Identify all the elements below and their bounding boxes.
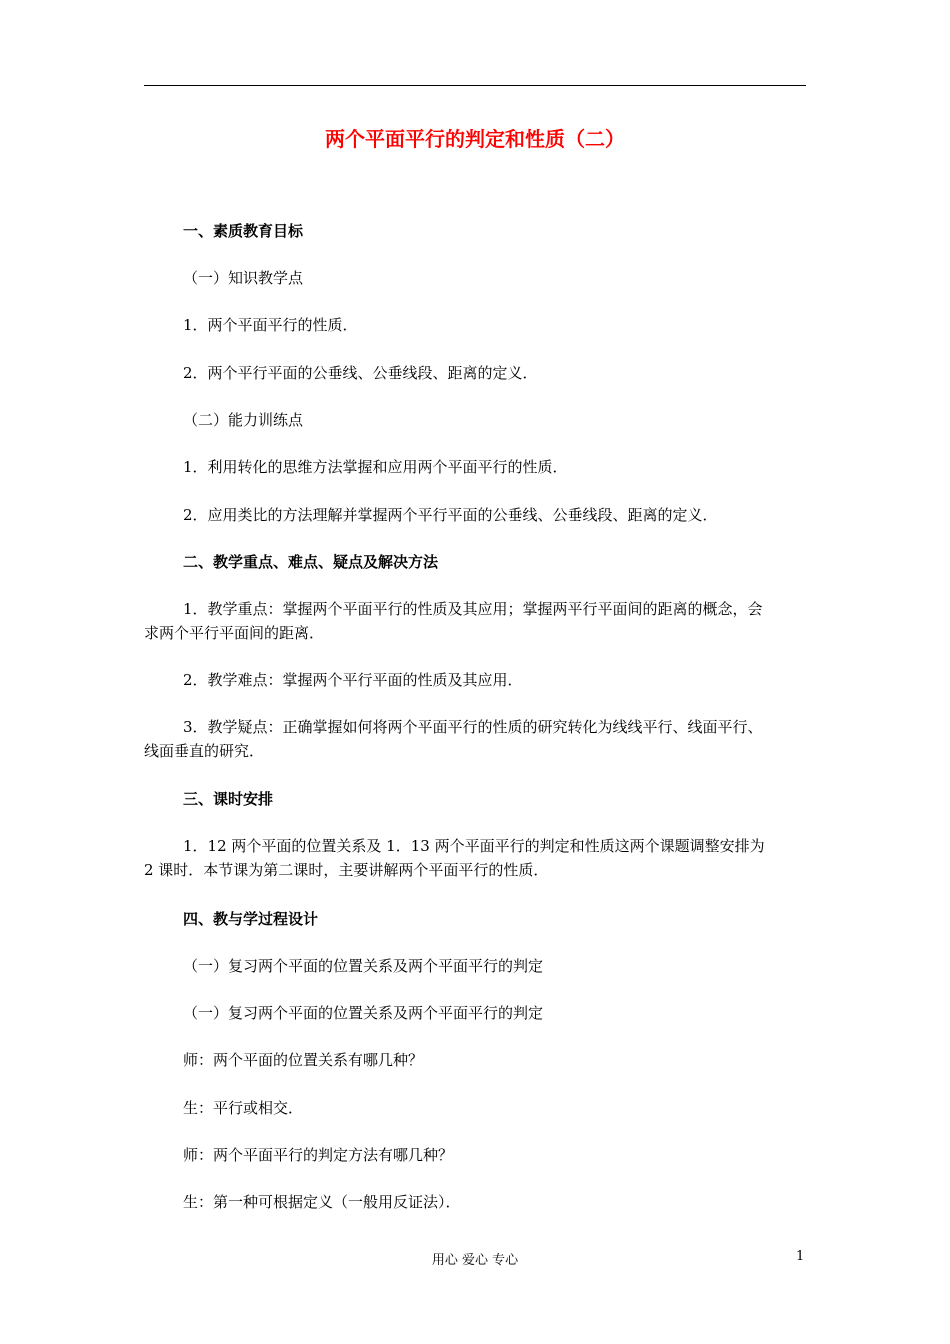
section-heading-3: 三、课时安排 xyxy=(183,790,274,808)
dialogue-line: 生：第一种可根据定义（一般用反证法）． xyxy=(183,1193,461,1211)
document-title: 两个平面平行的判定和性质（二） xyxy=(325,127,625,151)
dialogue-line: 生：平行或相交． xyxy=(183,1099,304,1117)
subsection-heading: （一）复习两个平面的位置关系及两个平面平行的判定 xyxy=(183,957,544,975)
page-number: 1 xyxy=(796,1249,805,1264)
list-item: 2．应用类比的方法理解并掌握两个平行平面的公垂线、公垂线段、距离的定义． xyxy=(183,506,718,524)
section-heading-4: 四、教与学过程设计 xyxy=(183,910,319,928)
list-item: 1．两个平面平行的性质． xyxy=(183,316,358,334)
paragraph-line: 2．教学难点：掌握两个平行平面的性质及其应用． xyxy=(183,671,523,689)
list-item: 2．两个平行平面的公垂线、公垂线段、距离的定义． xyxy=(183,364,538,382)
section-heading-2: 二、教学重点、难点、疑点及解决方法 xyxy=(183,553,439,571)
subsection-heading: （一）知识教学点 xyxy=(183,269,304,287)
footer-slogan: 用心 爱心 专心 xyxy=(431,1253,519,1268)
header-rule xyxy=(144,85,806,86)
paragraph-line: 1．12 两个平面的位置关系及 1．13 两个平面平行的判定和性质这两个课题调整安排为 xyxy=(183,837,765,855)
dialogue-line: 师：两个平面的位置关系有哪几种？ xyxy=(183,1051,424,1069)
section-heading-1: 一、素质教育目标 xyxy=(183,222,304,240)
list-item: 1．利用转化的思维方法掌握和应用两个平面平行的性质． xyxy=(183,458,568,476)
paragraph-line: 求两个平行平面间的距离． xyxy=(144,624,325,642)
paragraph-line: 1．教学重点：掌握两个平面平行的性质及其应用；掌握两平行平面间的距离的概念，会 xyxy=(183,600,763,618)
subsection-heading: （一）复习两个平面的位置关系及两个平面平行的判定 xyxy=(183,1004,544,1022)
paragraph-line: 2 课时．本节课为第二课时，主要讲解两个平面平行的性质． xyxy=(144,861,549,879)
dialogue-line: 师：两个平面平行的判定方法有哪几种？ xyxy=(183,1146,454,1164)
paragraph-line: 线面垂直的研究． xyxy=(144,742,265,760)
paragraph-line: 3．教学疑点：正确掌握如何将两个平面平行的性质的研究转化为线线平行、线面平行、 xyxy=(183,718,763,736)
subsection-heading: （二）能力训练点 xyxy=(183,411,304,429)
